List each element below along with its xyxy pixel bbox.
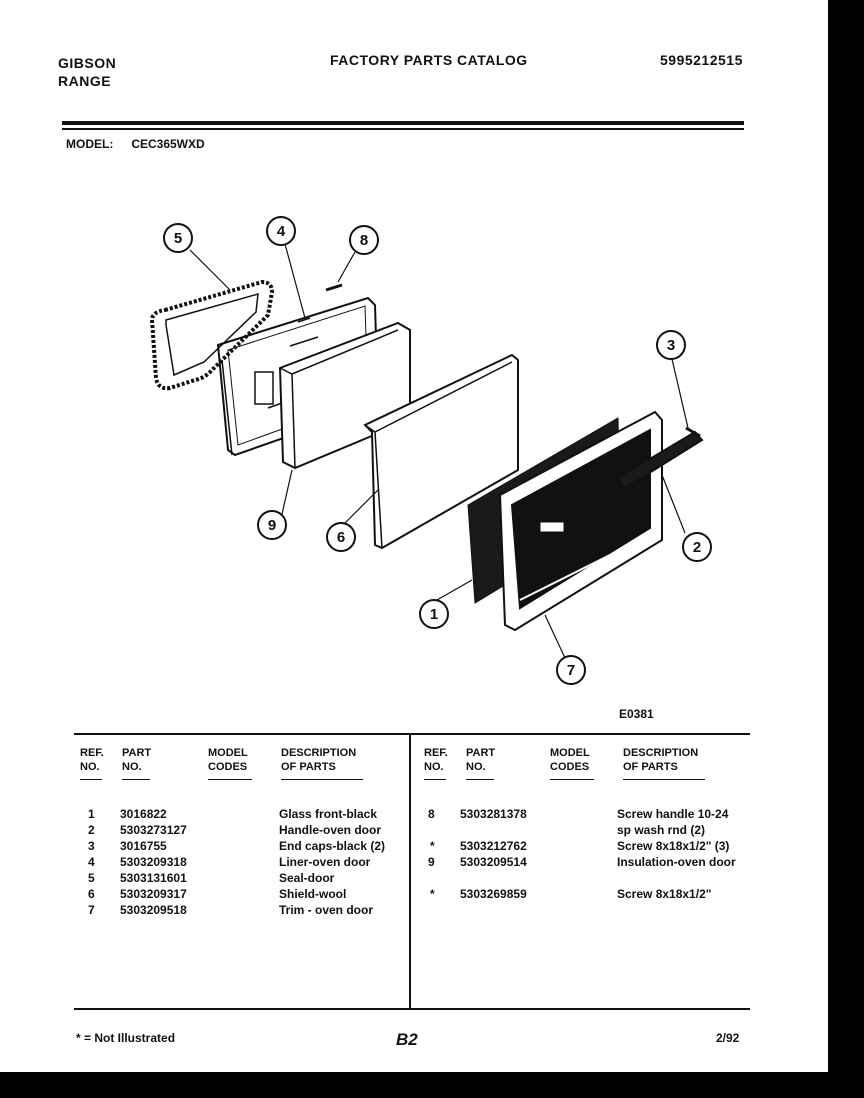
callout-6	[327, 523, 355, 551]
ref-no: 5	[88, 871, 95, 885]
header-underline	[122, 779, 150, 780]
callout-9	[258, 511, 286, 539]
svg-text:9: 9	[267, 517, 277, 534]
header-ref-left: REF. NO.	[80, 747, 104, 773]
ref-no: *	[430, 887, 435, 901]
page-number: B2	[396, 1030, 418, 1049]
callout-1	[420, 600, 448, 628]
brand-name: GIBSON RANGE	[58, 55, 117, 89]
part-description: Seal-door	[279, 871, 335, 885]
header-underline	[281, 779, 363, 780]
header-underline	[623, 779, 705, 780]
part-no: 5303209518	[120, 903, 187, 917]
svg-text:3: 3	[666, 337, 676, 354]
figure-id: E0381	[619, 707, 654, 721]
part-description: Screw 8x18x1/2"	[617, 887, 712, 901]
table-top-rule	[74, 733, 750, 735]
header-model-codes-right: MODEL CODES	[550, 747, 590, 773]
svg-text:7: 7	[566, 662, 576, 679]
callout-5	[164, 224, 192, 252]
screw-part	[326, 285, 342, 290]
header-part-right: PART NO.	[466, 747, 496, 773]
part-no: 3016822	[120, 807, 167, 821]
callout-3	[657, 331, 685, 359]
callout-8	[350, 226, 378, 254]
part-no: 3016755	[120, 839, 167, 853]
header-underline	[208, 779, 252, 780]
catalog-title: FACTORY PARTS CATALOG	[330, 52, 528, 68]
part-description: Shield-wool	[279, 887, 347, 901]
ref-no: 6	[88, 887, 95, 901]
footnote: * = Not Illustrated	[76, 1031, 176, 1045]
header-underline	[466, 779, 494, 780]
part-no: 5303209317	[120, 887, 187, 901]
callout-4	[267, 217, 295, 245]
ref-no: 3	[88, 839, 95, 853]
part-no: 5303131601	[120, 871, 187, 885]
part-description: Screw handle 10-24	[617, 807, 729, 821]
part-description: Handle-oven door	[279, 823, 382, 837]
callout-2	[683, 533, 711, 561]
part-description: End caps-black (2)	[279, 839, 386, 853]
table-bottom-rule	[74, 1008, 750, 1010]
part-description: sp wash rnd (2)	[617, 823, 706, 837]
header-underline	[80, 779, 102, 780]
svg-text:5: 5	[173, 230, 183, 247]
part-no: 5303281378	[460, 807, 527, 821]
svg-text:4: 4	[276, 223, 286, 240]
print-date: 2/92	[716, 1031, 740, 1045]
ref-no: 7	[88, 903, 95, 917]
table-column-divider	[409, 733, 411, 1009]
model-value: CEC365WXD	[131, 137, 205, 151]
model-label: MODEL:	[66, 137, 114, 151]
svg-text:1: 1	[429, 606, 439, 623]
part-description: Trim - oven door	[279, 903, 374, 917]
seal-door-part	[152, 282, 272, 388]
part-no: 5303269859	[460, 887, 527, 901]
ref-no: 8	[428, 807, 435, 821]
ref-no: *	[430, 839, 435, 853]
ref-no: 4	[88, 855, 95, 869]
part-no: 5303209318	[120, 855, 187, 869]
callout-7	[557, 656, 585, 684]
header-description-left: DESCRIPTION OF PARTS	[281, 747, 357, 773]
part-description: Insulation-oven door	[617, 855, 736, 869]
header-model-codes-left: MODEL CODES	[208, 747, 248, 773]
ref-no: 2	[88, 823, 95, 837]
part-no: 5303273127	[120, 823, 187, 837]
part-description: Screw 8x18x1/2" (3)	[617, 839, 730, 853]
part-description: Liner-oven door	[279, 855, 371, 869]
svg-text:6: 6	[336, 529, 346, 546]
header-part-left: PART NO.	[122, 747, 152, 773]
header-description-right: DESCRIPTION OF PARTS	[623, 747, 699, 773]
part-no: 5303209514	[460, 855, 527, 869]
catalog-number: 5995212515	[660, 52, 743, 68]
header-underline	[550, 779, 594, 780]
ref-no: 9	[428, 855, 435, 869]
header-underline	[424, 779, 446, 780]
header-ref-right: REF. NO.	[424, 747, 448, 773]
part-no: 5303212762	[460, 839, 527, 853]
svg-text:2: 2	[692, 539, 702, 556]
svg-text:8: 8	[359, 232, 369, 249]
part-description: Glass front-black	[279, 807, 378, 821]
ref-no: 1	[88, 807, 95, 821]
